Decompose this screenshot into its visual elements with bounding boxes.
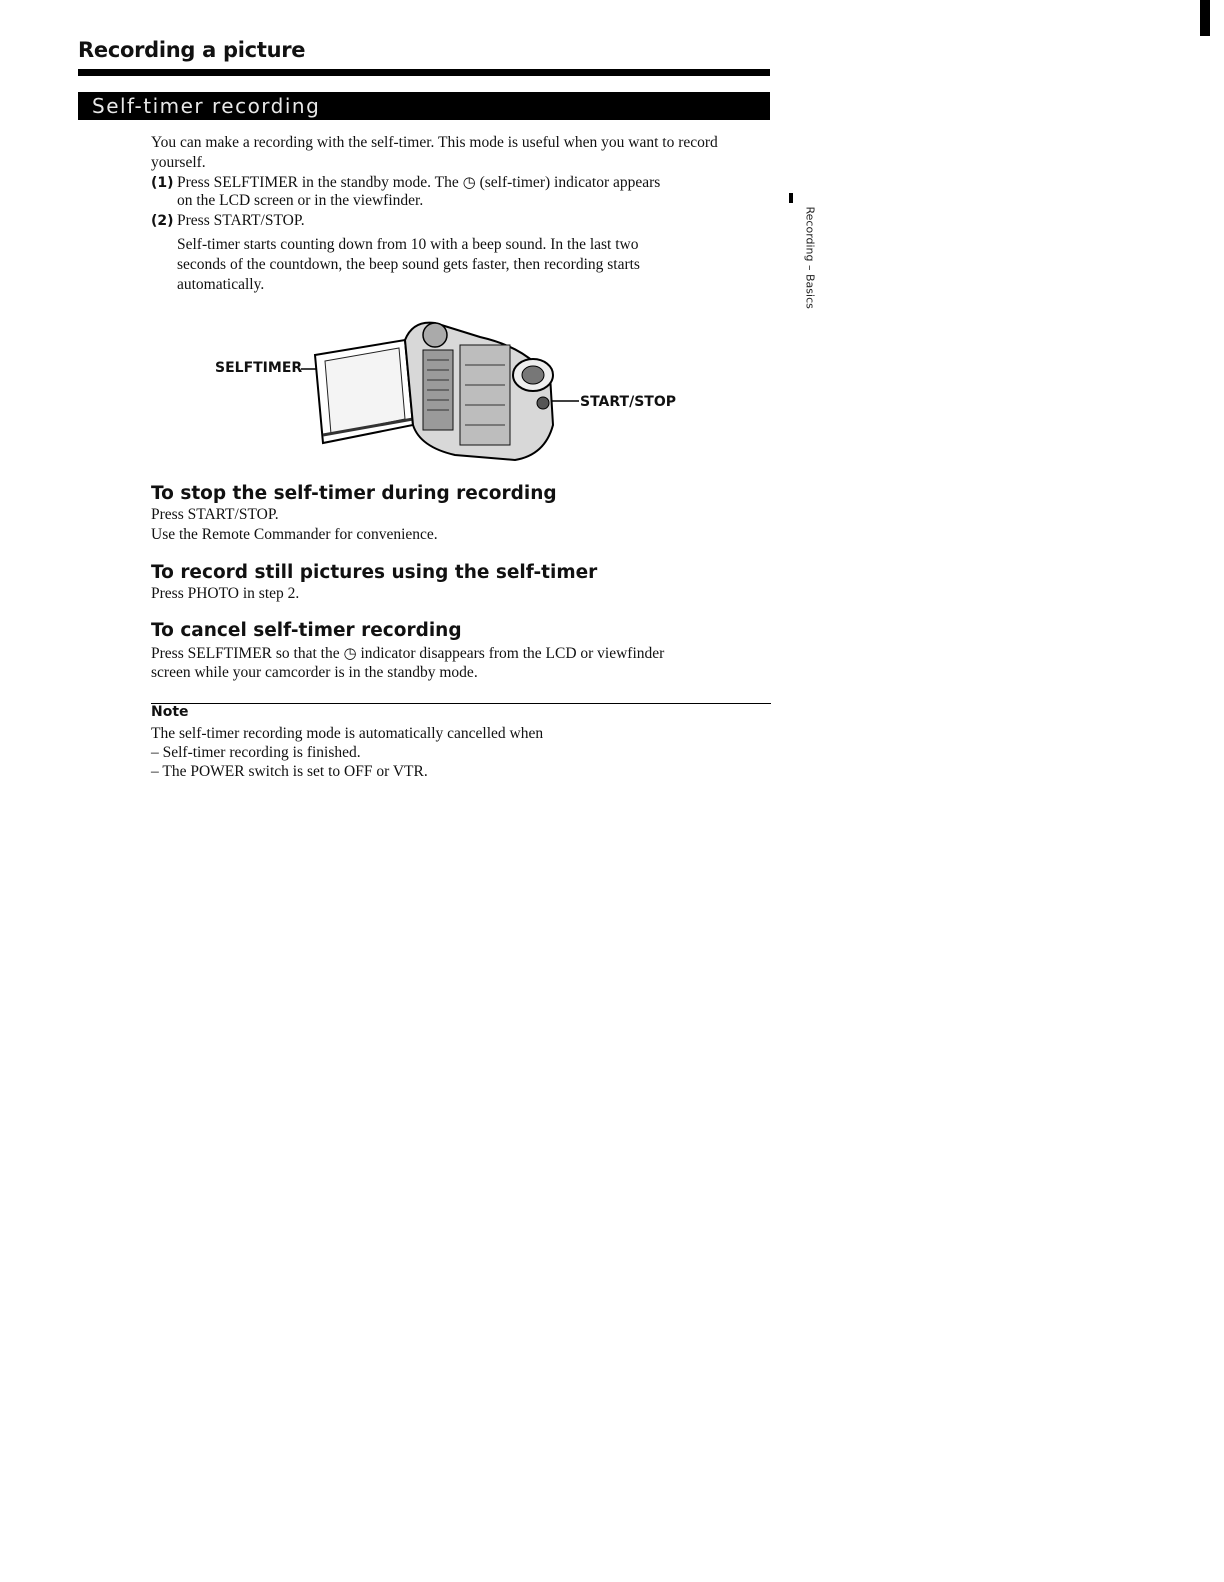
step-2-number: (2): [151, 213, 174, 229]
side-bullet: [789, 193, 793, 203]
note-heading: Note: [151, 704, 189, 720]
cancel-line-2: screen while your camcorder is in the standby mode.: [151, 664, 478, 681]
cancel-line-1b: indicator disappears from the LCD or viewfinder: [360, 645, 665, 662]
step-1: [151, 172, 761, 193]
camcorder-illustration: [295, 315, 585, 465]
title-rule: [78, 69, 770, 76]
step-2-detail-2: seconds of the countdown, the beep sound gets faster, then recording starts: [177, 256, 640, 273]
intro-text: You can make a recording with the self-timer. This mode is useful when you want to record yourself.: [151, 134, 718, 171]
note-line-3: – The POWER switch is set to OFF or VTR.: [151, 763, 428, 780]
stop-line-2: Use the Remote Commander for convenience.: [151, 526, 438, 543]
step-2-detail-3: automatically.: [177, 276, 265, 293]
startstop-label: START/STOP: [580, 394, 676, 410]
heading-cancel-self-timer: To cancel self-timer recording: [151, 620, 462, 641]
edge-tab-marker: [1200, 0, 1210, 36]
step-1-line2: on the LCD screen or in the viewfinder.: [177, 192, 424, 209]
note-line-1: The self-timer recording mode is automatically cancelled when: [151, 725, 544, 742]
step-1-text: Press SELFTIMER in the standby mode. The: [177, 174, 459, 191]
page-title: Recording a picture: [78, 38, 306, 62]
self-timer-icon: ◷: [462, 173, 476, 191]
step-2-detail-1: Self-timer starts counting down from 10 with a beep sound. In the last two: [177, 236, 639, 253]
note-line-2: – Self-timer recording is finished.: [151, 744, 361, 761]
step-1-text-b: (self-timer) indicator appears: [479, 174, 661, 191]
cancel-line-1a: Press SELFTIMER so that the: [151, 645, 340, 662]
still-line-1: Press PHOTO in step 2.: [151, 585, 300, 602]
heading-stop-self-timer: To stop the self-timer during recording: [151, 483, 557, 504]
section-banner: [78, 92, 770, 120]
section-title: Self-timer recording: [92, 94, 321, 118]
step-2-text: Press START/STOP.: [177, 212, 305, 229]
self-timer-icon: ◷: [343, 644, 357, 662]
selftimer-label: SELFTIMER: [215, 360, 303, 376]
step-2: [151, 211, 761, 231]
note-divider: [151, 703, 771, 704]
step-1-number: (1): [151, 175, 174, 191]
heading-still-pictures: To record still pictures using the self-timer: [151, 562, 598, 583]
cancel-line-1: [151, 643, 771, 664]
side-tab-text: Recording – Basics: [803, 206, 817, 309]
stop-line-1: Press START/STOP.: [151, 506, 279, 523]
